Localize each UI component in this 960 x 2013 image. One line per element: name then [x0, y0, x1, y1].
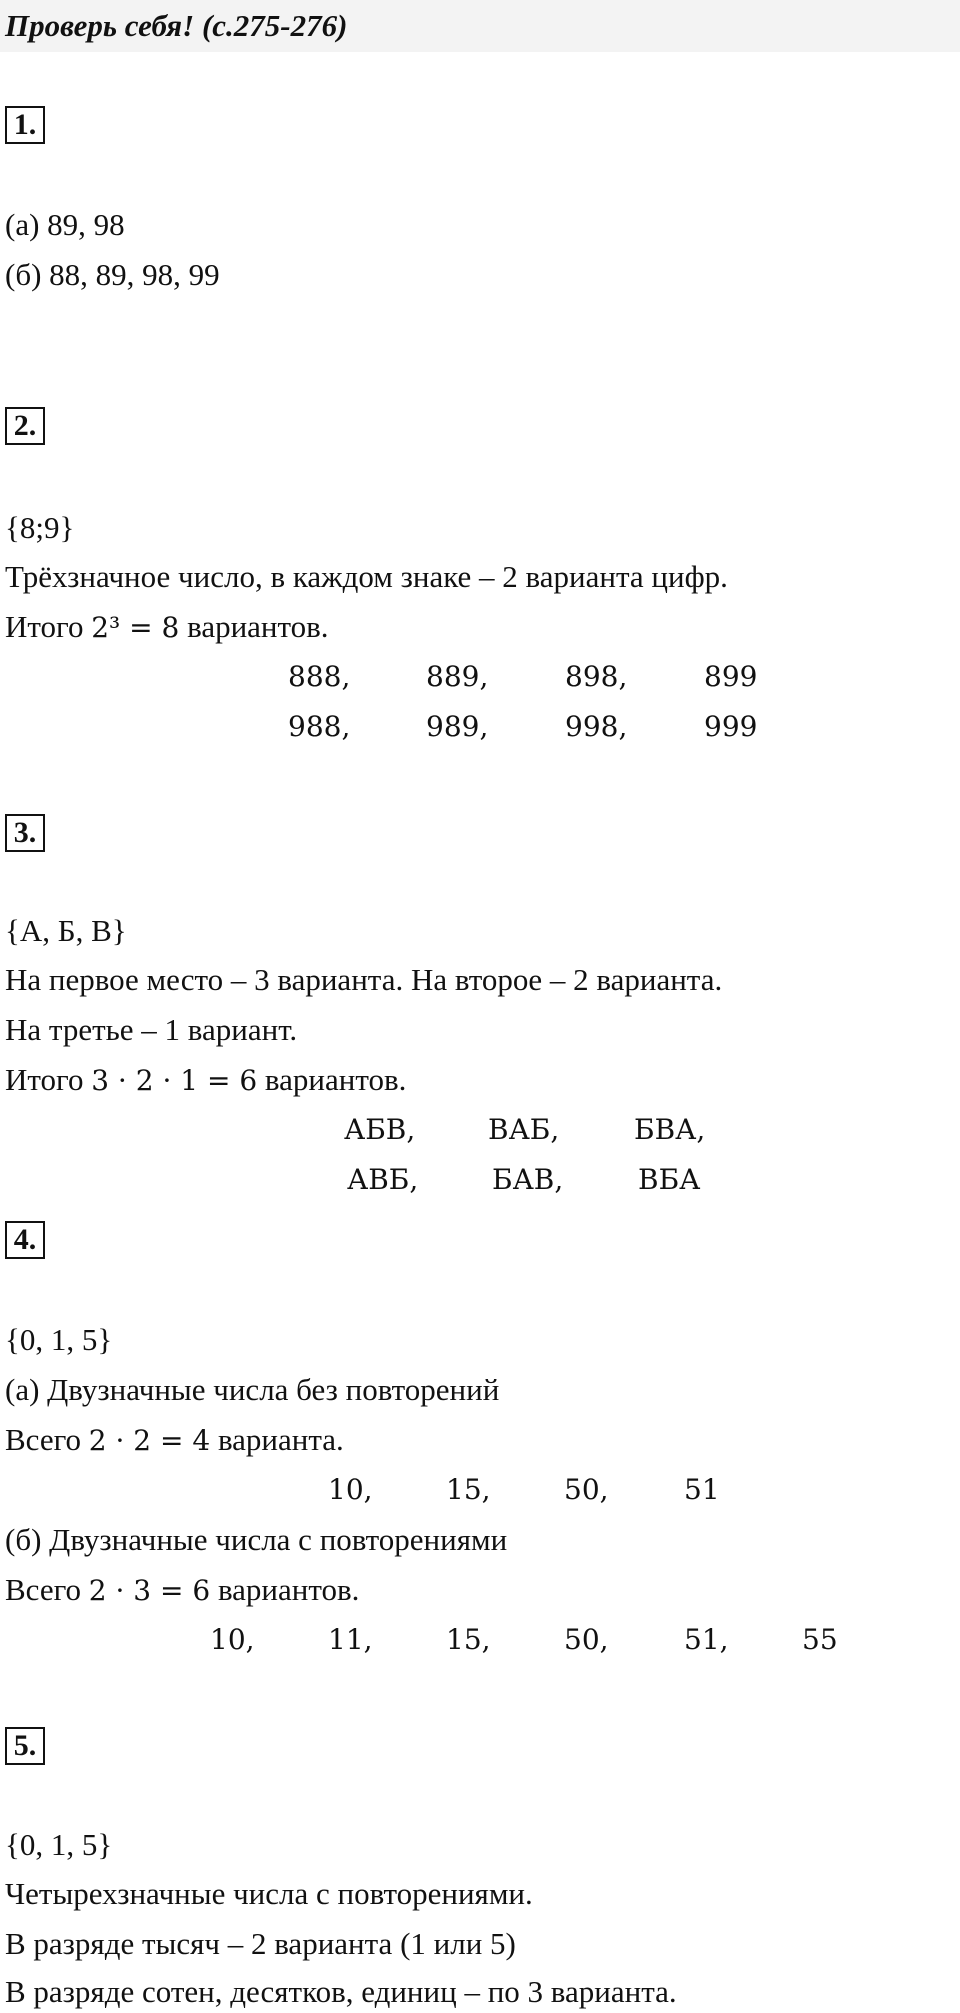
task3-total-formula: 3 · 2 · 1 = 6 — [91, 1064, 258, 1097]
task4-total-a — [5, 1420, 344, 1461]
task2-set: {8;9} — [5, 510, 75, 545]
variant: 988, — [288, 710, 351, 743]
variant: 989, — [426, 710, 489, 743]
task2-total-suffix: вариантов. — [179, 609, 329, 644]
variant: 998, — [565, 710, 628, 743]
task4-variants-a — [0, 1470, 960, 1510]
task3-explanation-2: На третье – 1 вариант. — [5, 1012, 298, 1047]
task3-total-suffix: вариантов. — [257, 1062, 407, 1097]
task-number-2: 2. — [5, 407, 45, 445]
task-number-1: 1. — [5, 106, 45, 144]
task3-variants-row-1 — [0, 1110, 960, 1150]
variant: ВАБ, — [488, 1113, 560, 1146]
task5-explanation-3: В разряде сотен, десятков, единиц – по 3 варианта. — [5, 1974, 677, 2009]
variant: 55 — [802, 1623, 838, 1656]
variant: 50, — [564, 1623, 609, 1656]
variant: АБВ, — [344, 1113, 416, 1146]
task2-total-prefix: Итого — [5, 609, 92, 644]
variant: ВБА — [638, 1163, 701, 1196]
task3-explanation-1: На первое место – 3 варианта. На вторoе – 2 варианта. — [5, 962, 723, 997]
variant: 51, — [684, 1623, 729, 1656]
variant: 51 — [684, 1473, 720, 1506]
task4-total-b-formula: 2 · 3 = 6 — [88, 1574, 211, 1607]
task4-total-b — [5, 1570, 359, 1611]
task4-part-b: (б) Двузначные числа с повторениями — [5, 1522, 508, 1557]
task2-variants-row-1 — [0, 657, 960, 697]
task1-answer-b: (б) 88, 89, 98, 99 — [5, 257, 220, 292]
task3-total-prefix: Итого — [5, 1062, 92, 1097]
task3-total — [5, 1060, 406, 1101]
task4-total-a-formula: 2 · 2 = 4 — [88, 1424, 211, 1457]
task3-set: {А, Б, В} — [5, 913, 127, 948]
variant: 999 — [704, 710, 758, 743]
task4-total-a-suffix: варианта. — [210, 1422, 344, 1457]
task5-set: {0, 1, 5} — [5, 1827, 113, 1862]
task-number-5: 5. — [5, 1727, 45, 1765]
variant: 899 — [704, 660, 758, 693]
task4-set: {0, 1, 5} — [5, 1322, 113, 1357]
task4-part-a: (а) Двузначные числа без повторений — [5, 1372, 500, 1407]
variant: 889, — [426, 660, 489, 693]
variant: 15, — [446, 1473, 491, 1506]
variant: БВА, — [634, 1113, 706, 1146]
task2-variants-row-2 — [0, 707, 960, 747]
variant: 898, — [565, 660, 628, 693]
task2-total-formula: 2³ = 8 — [91, 611, 180, 644]
task1-answer-a: (а) 89, 98 — [5, 207, 125, 242]
task3-variants-row-2 — [0, 1160, 960, 1200]
variant: 888, — [288, 660, 351, 693]
task5-explanation-1: Четырехзначные числа с повторениями. — [5, 1876, 533, 1911]
task4-total-b-prefix: Всего — [5, 1572, 89, 1607]
variant: 50, — [564, 1473, 609, 1506]
task4-variants-b — [0, 1620, 960, 1660]
task4-total-b-suffix: вариантов. — [210, 1572, 360, 1607]
task-number-3: 3. — [5, 814, 45, 852]
variant: БАВ, — [492, 1163, 564, 1196]
page-header — [0, 0, 960, 52]
variant: 11, — [328, 1623, 373, 1656]
variant: 15, — [446, 1623, 491, 1656]
variant: АВБ, — [347, 1163, 419, 1196]
task-number-4: 4. — [5, 1221, 45, 1259]
task5-explanation-2: В разряде тысяч – 2 варианта (1 или 5) — [5, 1926, 516, 1961]
task4-total-a-prefix: Всего — [5, 1422, 89, 1457]
variant: 10, — [210, 1623, 255, 1656]
page-title: Проверь себя! (с.275-276) — [5, 8, 348, 43]
variant: 10, — [328, 1473, 373, 1506]
task2-explanation: Трёхзначное число, в каждом знаке – 2 варианта цифр. — [5, 559, 728, 594]
task2-total — [5, 607, 329, 648]
